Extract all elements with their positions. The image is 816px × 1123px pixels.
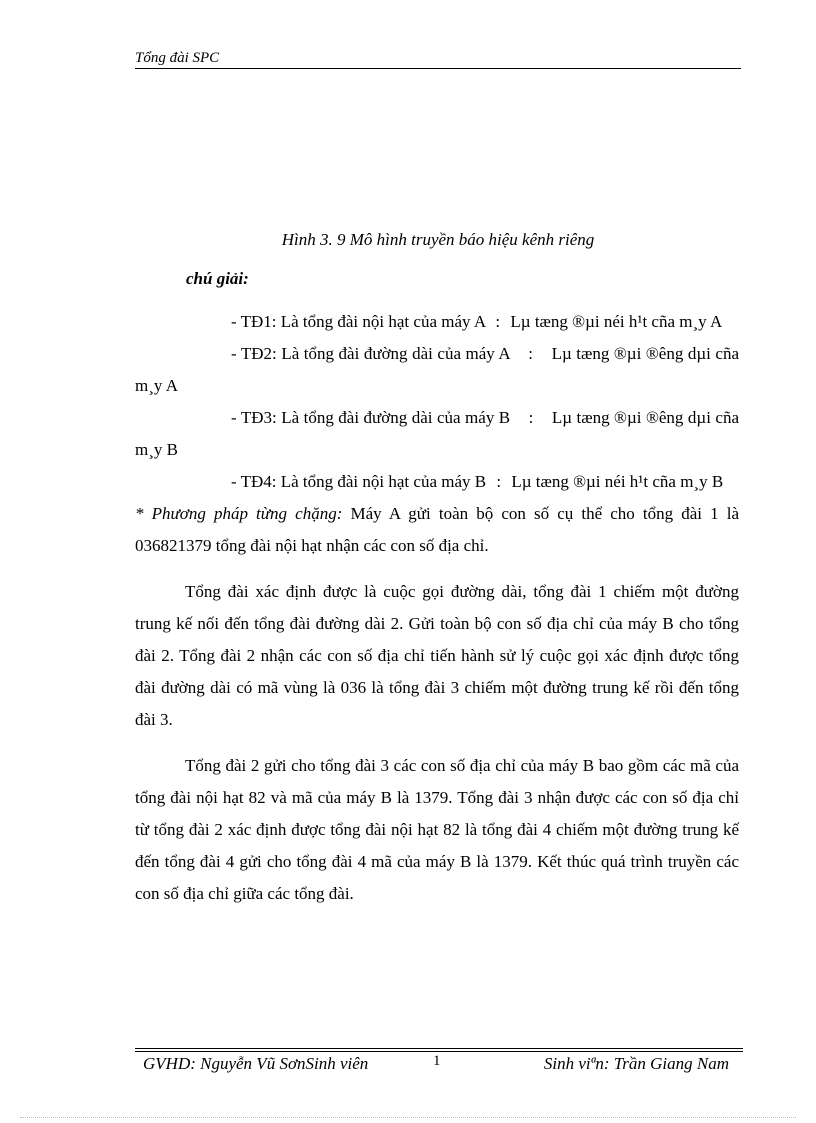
legend-item-description: Lµ tæng ®µi néi h¹t cña m¸y B bbox=[511, 472, 724, 491]
method-text: Máy A gửi toàn bộ con số cụ thể cho tổng đài 1 là 036821379 tổng đài nội hạt nhận các con số địa chỉ. bbox=[135, 504, 740, 555]
method-lead: * Phương pháp từng chặng: bbox=[135, 504, 343, 523]
footer-student: Sinh viªn: Trần Giang Nam bbox=[543, 1054, 729, 1073]
legend-title: chú giải: bbox=[186, 269, 249, 288]
legend-item-td1 bbox=[135, 306, 739, 338]
body-paragraph: Tổng đài 2 gửi cho tổng đài 3 các con số địa chỉ của máy B bao gồm các mã của tổng đài nội hạt 82 và mã của máy B là 1379. Tổng đài 3 nhận được các con số địa chỉ từ tổng đài 2 xác định được tổng đài nội hạt 82 là tổng đài 4 chiếm một đường trung kế đến tổng đài 4 gửi cho tổng đài 4 mã của máy B là 1379. Kết thúc quá trình truyền các con số địa chỉ giữa các tổng đài. bbox=[135, 756, 739, 903]
legend-item-td4 bbox=[135, 466, 739, 498]
legend-item-separator: : bbox=[496, 472, 502, 491]
footer-advisor: GVHD: Nguyễn Vũ SơnSinh viên bbox=[143, 1054, 369, 1073]
legend-item-description: Lµ tæng ®µi néi h¹t cña m¸y A bbox=[510, 312, 723, 331]
body-paragraph: Tổng đài xác định được là cuộc gọi đường dài, tổng đài 1 chiếm một đường trung kế nối đến tổng đài đường dài 2. Gửi toàn bộ con số địa chỉ của máy B cho tổng đài 2. Tổng đài 2 nhận các con số địa chỉ tiến hành sử lý cuộc gọi xác định được tổng đài đường dài có mã vùng là 036 là tổng đài 3 chiếm một đường trung kế rồi đến tổng đài 3. bbox=[135, 582, 739, 729]
legend-item-td2 bbox=[135, 338, 739, 402]
page-number: 1 bbox=[433, 1053, 441, 1069]
header-title: Tổng đài SPC bbox=[135, 50, 220, 66]
legend-item-separator: : bbox=[528, 344, 534, 363]
page-footer bbox=[135, 1052, 743, 1076]
legend-item-label: - TĐ2: Là tổng đài đường dài của máy A bbox=[231, 344, 510, 363]
figure-caption: Hình 3. 9 Mô hình truyền báo hiệu kênh riêng bbox=[281, 230, 595, 249]
legend-item-td3 bbox=[135, 402, 739, 466]
legend-item-separator: : bbox=[495, 312, 501, 331]
legend-item-label: - TĐ3: Là tổng đài đường dài của máy B bbox=[231, 408, 511, 427]
legend-item-label: - TĐ4: Là tổng đài nội hạt của máy B bbox=[231, 472, 487, 491]
legend-item-label: - TĐ1: Là tổng đài nội hạt của máy A bbox=[231, 312, 486, 331]
page-header bbox=[135, 48, 741, 69]
document-body bbox=[135, 306, 739, 910]
legend-item-description: Lµ tæng ®µi ®êng dµi cña m¸y B bbox=[135, 408, 740, 459]
legend-item-description: Lµ tæng ®µi ®êng dµi cña m¸y A bbox=[135, 344, 740, 395]
method-paragraph bbox=[135, 498, 739, 562]
legend-item-separator: : bbox=[528, 408, 534, 427]
page-edge-divider bbox=[20, 1117, 796, 1118]
